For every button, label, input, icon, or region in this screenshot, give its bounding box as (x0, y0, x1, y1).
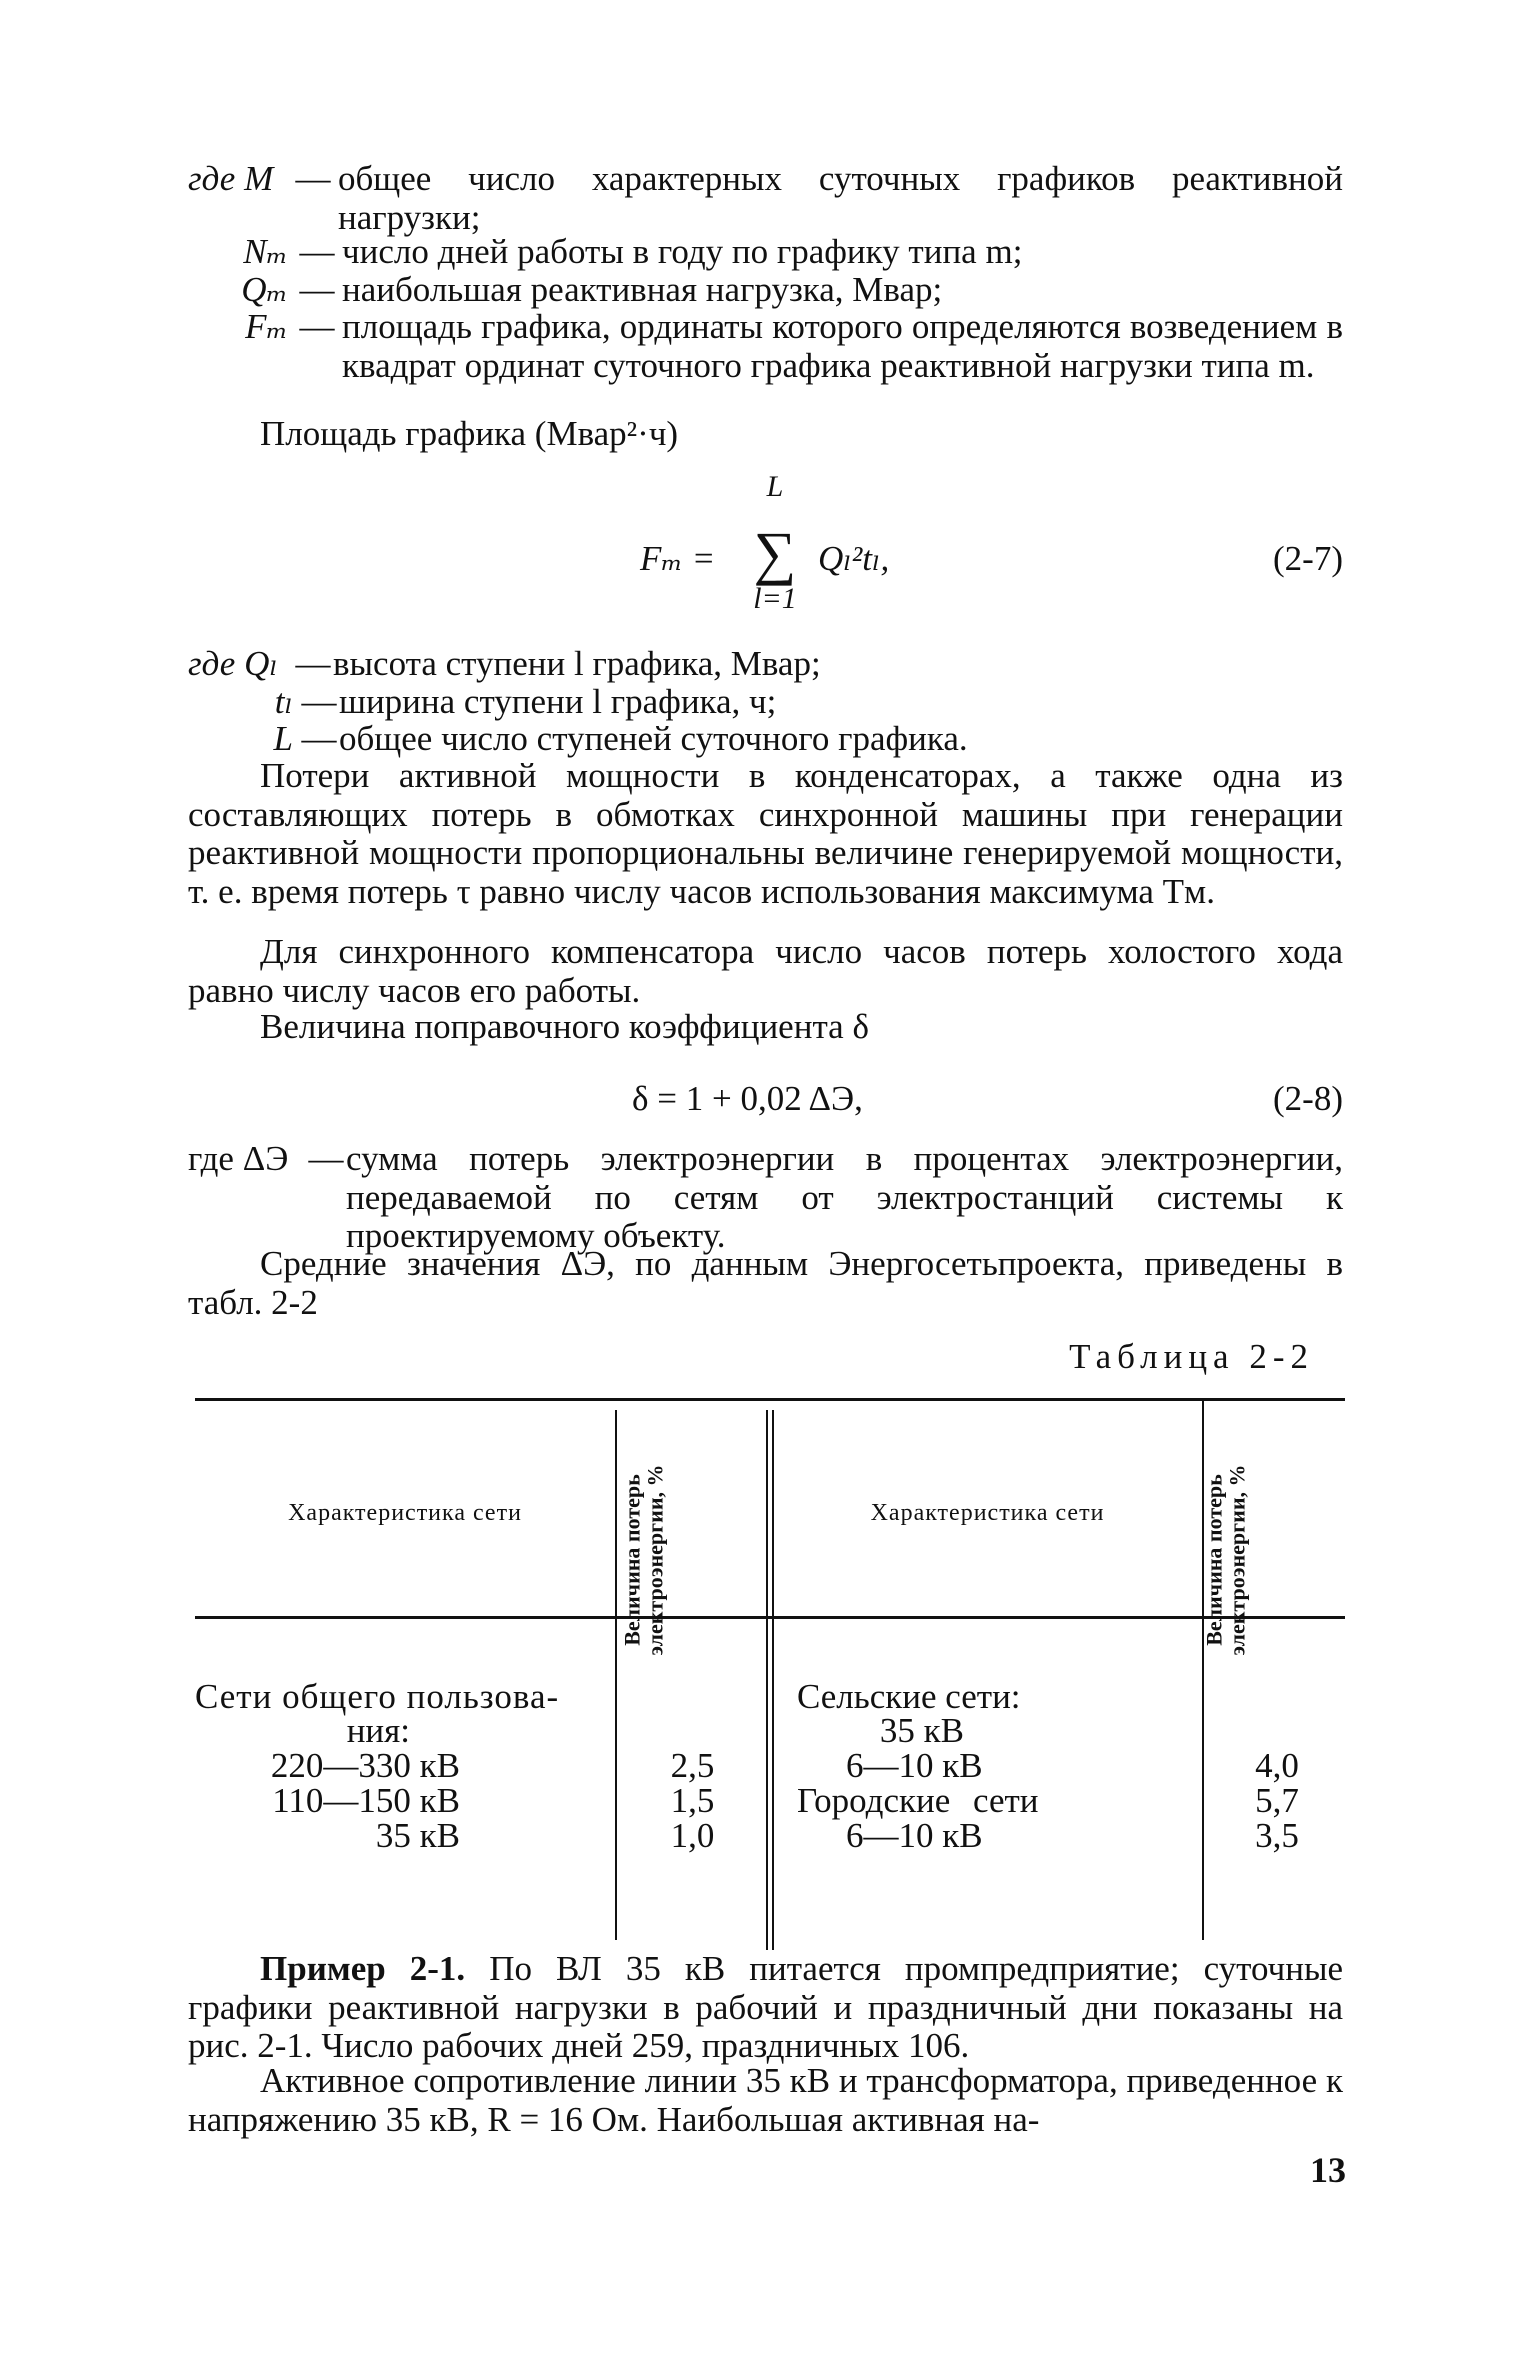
table-row-name: 35 кВ (375, 1816, 460, 1855)
example-2-1 (188, 1950, 1343, 2066)
table-header-loss-left: Величина потерь электроэнергии, % (619, 1464, 668, 1656)
definition-symbol: где Qₗ (188, 644, 278, 683)
example-title: Пример 2-1. (260, 1949, 466, 1988)
definition-symbol: где ΔЭ (188, 1139, 289, 1178)
table-row-name: 35 кВ (879, 1711, 964, 1750)
paragraph-sync-compensator: Для синхронного компенсатора число часов потерь холостого хода равно числу часов его работы. (188, 932, 1343, 1010)
definition-symbol: tₗ (274, 682, 293, 721)
table-row-value: 4,0 (1255, 1746, 1299, 1785)
table-row-value: 2,5 (670, 1746, 715, 1785)
definition-text: высота ступени l графика, Мвар; (333, 644, 821, 683)
table-group-label: ния: (346, 1711, 410, 1750)
table-col-divider (615, 1410, 617, 1940)
definition-m: где M — общее число характерных суточных графиков реактивной нагрузки; (188, 159, 1343, 237)
table-col-divider (772, 1410, 774, 1950)
definition-l: L — общее число ступеней суточного графика. (188, 720, 1343, 759)
table-row-name: 6—10 кВ (846, 1746, 983, 1785)
definition-text: ширина ступени l графика, ч; (339, 682, 777, 721)
table-header-loss-right: Величина потерь электроэнергии, % (1201, 1464, 1250, 1656)
definition-text: число дней работы в году по графику типа m; (342, 232, 1023, 271)
sum-upper-limit: L (766, 470, 784, 503)
definition-symbol: Nₘ (243, 232, 288, 271)
paragraph-resistance: Активное сопротивление линии 35 кВ и трансформатора, приведенное к напряжению 35 кВ, R = 16 Ом. Наибольшая активная на- (188, 2061, 1343, 2139)
definition-text: общее число ступеней суточного графика. (339, 719, 968, 758)
table-group-label: Сельские сети: (797, 1677, 1021, 1716)
table-row-name: 6—10 кВ (846, 1816, 983, 1855)
definition-text: сумма потерь электроэнергии в процентах электроэнергии, передаваемой по сетям от электростанций системы к проектируемому объекту. (346, 1139, 1343, 1255)
definition-symbol: Qₘ (241, 270, 288, 309)
definition-symbol: Fₘ (245, 307, 288, 346)
definition-symbol: L (273, 719, 293, 758)
formula-2-8: δ = 1 + 0,02 ΔЭ, (632, 1079, 863, 1118)
definition-fm: Fₘ — площадь графика, ординаты которого определяются возведением в квадрат ординат суточного графика реактивной нагрузки типа m. (188, 308, 1343, 385)
equation-number-2-7: (2-7) (1273, 539, 1343, 578)
paragraph-correction-coefficient: Величина поправочного коэффициента δ (260, 1007, 869, 1046)
definition-text: площадь графика, ординаты которого определяются возведением в квадрат ординат суточного графика реактивной нагрузки типа m. (342, 307, 1343, 385)
table-row-value: 3,5 (1255, 1816, 1299, 1855)
sum-sign: ∑ (753, 520, 797, 586)
table-row-value: 1,0 (670, 1816, 715, 1855)
definition-tl: tₗ — ширина ступени l графика, ч; (188, 683, 1343, 722)
definition-symbol: где M (188, 159, 274, 198)
equation-number-2-8: (2-8) (1273, 1079, 1343, 1118)
table-col-divider (766, 1410, 768, 1950)
table-row-value: 1,5 (670, 1781, 715, 1820)
page-number: 13 (1310, 2150, 1346, 2191)
paragraph-average-values: Средние значения ΔЭ, по данным Энергосетьпроекта, приведены в табл. 2-2 (188, 1244, 1343, 1322)
area-intro: Площадь графика (Мвар²·ч) (260, 414, 679, 453)
formula-2-7-rhs: Qₗ²tₗ, (818, 539, 890, 578)
table-header-rule (195, 1616, 1345, 1619)
definition-nm: Nₘ — число дней работы в году по графику типа m; (188, 233, 1343, 272)
table-row-name: 220—330 кВ (270, 1746, 460, 1785)
table-group-label: Сети общего пользова- (195, 1677, 560, 1716)
definition-delta-e: где ΔЭ — сумма потерь электроэнергии в процентах электроэнергии, передаваемой по сетям от электростанций системы к проектируемому объекту. (188, 1139, 1343, 1255)
sum-lower-limit: l=1 (753, 582, 797, 615)
definition-qm: Qₘ — наибольшая реактивная нагрузка, Мвар; (188, 271, 1343, 310)
table-row-name: Городские сети (797, 1781, 1039, 1820)
table-row-value: 5,7 (1255, 1781, 1299, 1820)
formula-2-7-lhs: Fₘ = (640, 539, 716, 578)
table-row-name: 110—150 кВ (272, 1781, 460, 1820)
definition-ql: где Qₗ — высота ступени l графика, Мвар; (188, 645, 1343, 684)
paragraph-losses: Потери активной мощности в конденсаторах, а также одна из составляющих потерь в обмотках синхронной машины при генерации реактивной мощности пропорциональны величине генерируемой мощности, т. е. время потерь τ равно числу часов использования максимума Tм. (188, 756, 1343, 911)
example-text: По ВЛ 35 кВ питается промпредприятие; суточные графики реактивной нагрузки в рабочий и праздничный дни показаны на рис. 2-1. Число рабочих дней 259, праздничных 106. (188, 1949, 1343, 2065)
table-header-network-left: Характеристика сети (288, 1500, 522, 1526)
table-header-network-right: Характеристика сети (870, 1500, 1105, 1526)
definition-text: общее число характерных суточных графиков реактивной нагрузки; (338, 159, 1343, 237)
table-caption: Таблица 2-2 (1069, 1337, 1314, 1376)
definition-text: наибольшая реактивная нагрузка, Мвар; (342, 270, 943, 309)
table-top-rule (195, 1398, 1345, 1401)
